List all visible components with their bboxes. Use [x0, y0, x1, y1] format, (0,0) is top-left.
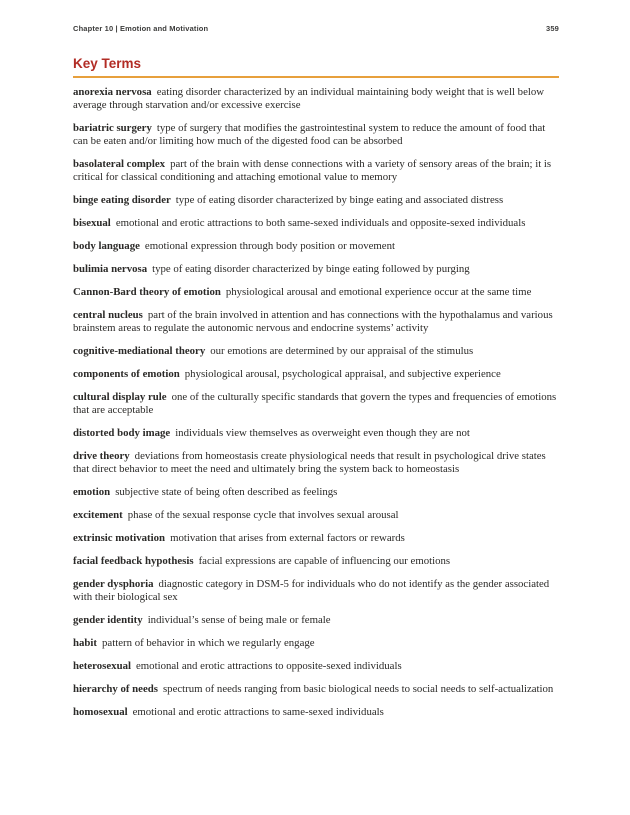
- page-number: 359: [546, 24, 559, 33]
- term-entry: [73, 427, 559, 440]
- term-entry: [73, 486, 559, 499]
- term-entry: [73, 286, 559, 299]
- term-name: central nucleus: [73, 309, 143, 321]
- term-definition: emotional and erotic attractions to opposite-sexed individuals: [135, 660, 402, 672]
- term-definition: physiological arousal and emotional experience occur at the same time: [225, 286, 532, 298]
- term-definition: individuals view themselves as overweight even though they are not: [175, 427, 470, 439]
- term-entry: [73, 450, 559, 476]
- term-entry: [73, 532, 559, 545]
- term-definition: type of eating disorder characterized by binge eating and associated distress: [175, 194, 504, 206]
- term-entry: [73, 614, 559, 627]
- term-definition: spectrum of needs ranging from basic biological needs to social needs to self-actualization: [162, 683, 554, 695]
- term-definition: type of surgery that modifies the gastrointestinal system to reduce the amount of food that can be eaten and/or limiting how much of the digested food can be absorbed: [73, 122, 546, 147]
- term-name: bisexual: [73, 217, 111, 229]
- term-entry: [73, 578, 559, 604]
- term-definition: subjective state of being often described as feelings: [115, 486, 338, 498]
- key-terms-list: [73, 86, 559, 729]
- term-definition: our emotions are determined by our appraisal of the stimulus: [210, 345, 474, 357]
- term-definition: phase of the sexual response cycle that involves sexual arousal: [127, 509, 399, 521]
- term-name: bulimia nervosa: [73, 263, 148, 275]
- term-name: anorexia nervosa: [73, 86, 152, 98]
- term-name: distorted body image: [73, 427, 171, 439]
- term-name: gender dysphoria: [73, 578, 154, 590]
- term-definition: part of the brain with dense connections with a variety of sensory areas of the brain; it is critical for classical conditioning and attaching emotional value to memory: [73, 158, 552, 183]
- term-name: extrinsic motivation: [73, 532, 166, 544]
- term-name: habit: [73, 637, 98, 649]
- term-name: homosexual: [73, 706, 128, 718]
- running-head: [73, 24, 559, 33]
- page-title: Key Terms: [73, 56, 559, 78]
- term-entry: [73, 660, 559, 673]
- term-definition: part of the brain involved in attention and has connections with the hypothalamus and various brainstem areas to regulate the autonomic nervous and endocrine systems’ activity: [73, 309, 553, 334]
- term-entry: [73, 555, 559, 568]
- term-definition: pattern of behavior in which we regularly engage: [102, 637, 315, 649]
- term-definition: individual’s sense of being male or female: [147, 614, 331, 626]
- term-definition: facial expressions are capable of influencing our emotions: [198, 555, 451, 567]
- term-name: basolateral complex: [73, 158, 166, 170]
- term-name: cognitive-mediational theory: [73, 345, 206, 357]
- term-name: components of emotion: [73, 368, 180, 380]
- term-name: hierarchy of needs: [73, 683, 158, 695]
- term-entry: [73, 509, 559, 522]
- term-entry: [73, 637, 559, 650]
- term-name: binge eating disorder: [73, 194, 171, 206]
- term-entry: [73, 391, 559, 417]
- term-entry: [73, 240, 559, 253]
- term-entry: [73, 263, 559, 276]
- term-name: gender identity: [73, 614, 143, 626]
- term-definition: emotional and erotic attractions to same-sexed individuals: [132, 706, 384, 718]
- term-definition: emotional expression through body position or movement: [144, 240, 396, 252]
- term-entry: [73, 706, 559, 719]
- term-definition: one of the culturally specific standards that govern the types and frequencies of emotions that are acceptable: [73, 391, 557, 416]
- term-definition: type of eating disorder characterized by binge eating followed by purging: [152, 263, 470, 275]
- term-entry: [73, 309, 559, 335]
- term-definition: deviations from homeostasis create physiological needs that result in psychological drive states that direct behavior to meet the need and ultimately bring the system back to homeostasis: [73, 450, 546, 475]
- term-definition: diagnostic category in DSM-5 for individuals who do not identify as the gender associated with their biological sex: [73, 578, 550, 603]
- term-definition: emotional and erotic attractions to both same-sexed individuals and opposite-sexed individuals: [115, 217, 526, 229]
- term-entry: [73, 345, 559, 358]
- term-definition: eating disorder characterized by an individual maintaining body weight that is well below average through starvation and/or excessive exercise: [73, 86, 545, 111]
- term-entry: [73, 158, 559, 184]
- term-entry: [73, 217, 559, 230]
- term-name: bariatric surgery: [73, 122, 152, 134]
- term-name: facial feedback hypothesis: [73, 555, 194, 567]
- term-name: emotion: [73, 486, 111, 498]
- term-definition: physiological arousal, psychological appraisal, and subjective experience: [184, 368, 501, 380]
- term-entry: [73, 194, 559, 207]
- term-name: heterosexual: [73, 660, 131, 672]
- term-entry: [73, 368, 559, 381]
- term-name: body language: [73, 240, 140, 252]
- term-name: excitement: [73, 509, 123, 521]
- chapter-label: Chapter 10 | Emotion and Motivation: [73, 24, 209, 33]
- term-name: Cannon-Bard theory of emotion: [73, 286, 221, 298]
- term-entry: [73, 683, 559, 696]
- term-definition: motivation that arises from external factors or rewards: [170, 532, 405, 544]
- term-entry: [73, 122, 559, 148]
- term-name: cultural display rule: [73, 391, 167, 403]
- term-entry: [73, 86, 559, 112]
- term-name: drive theory: [73, 450, 130, 462]
